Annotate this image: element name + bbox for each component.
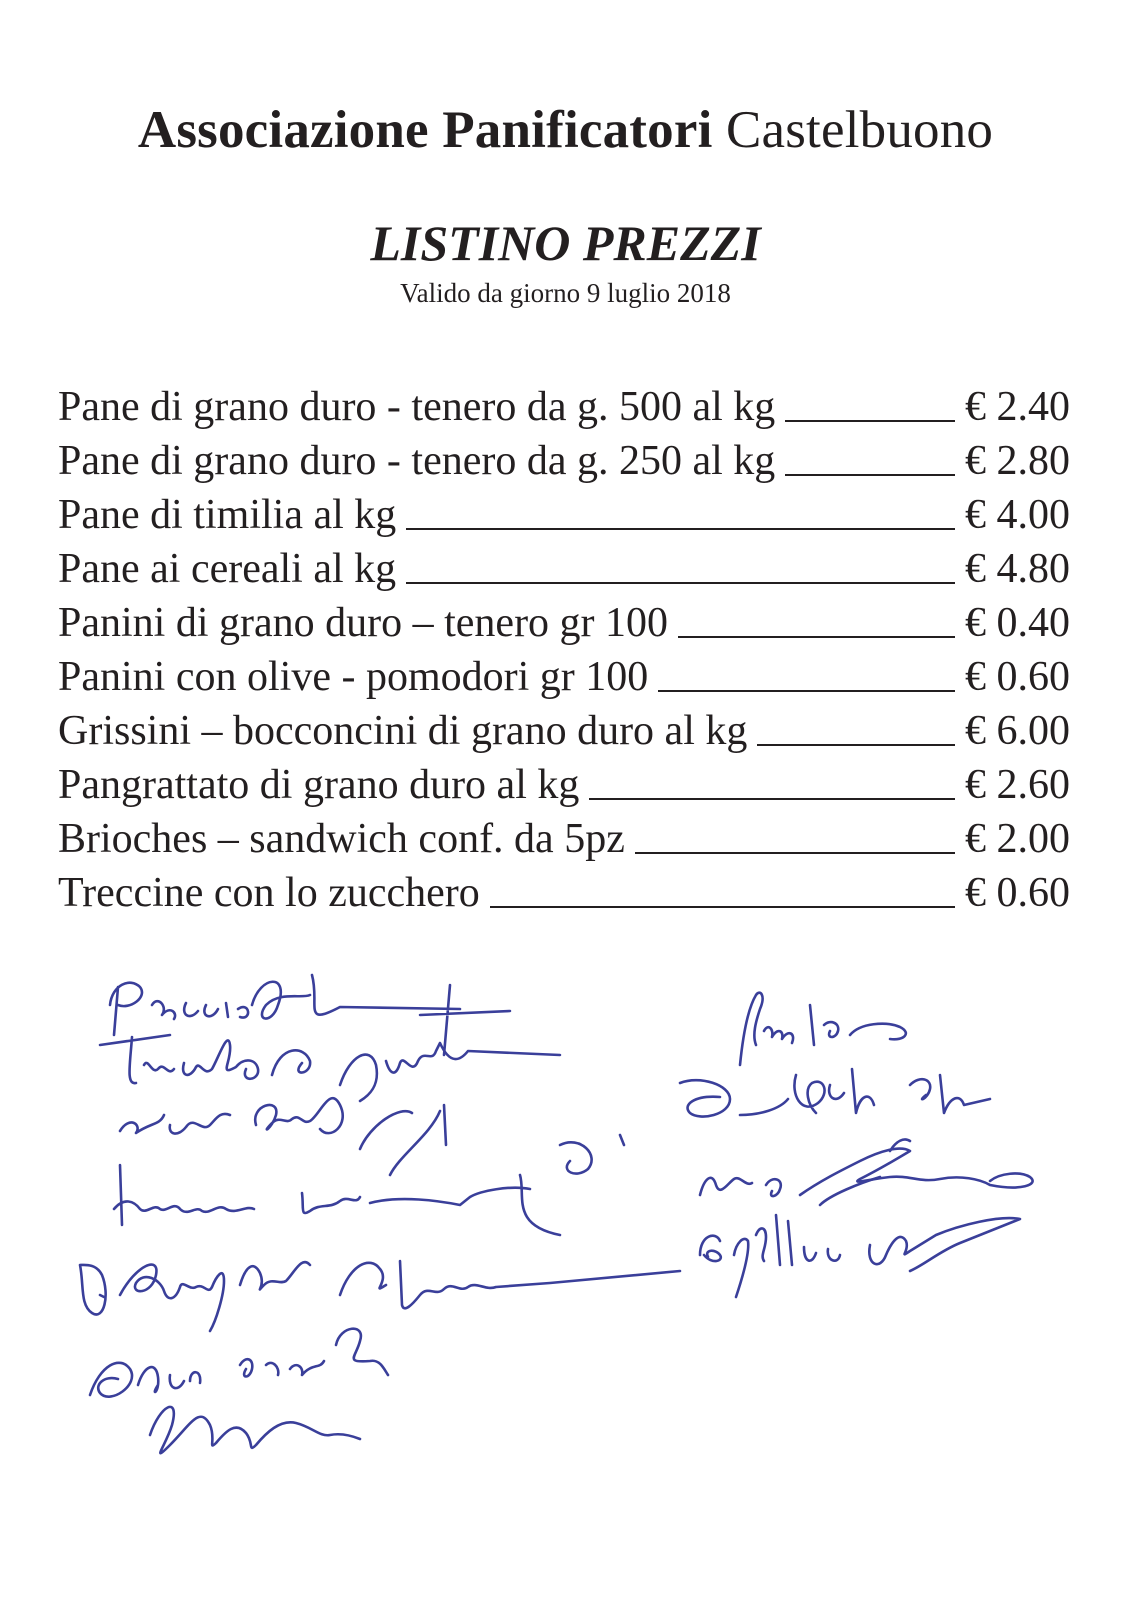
leader-line <box>757 744 955 746</box>
title-association: Associazione Panificatori <box>137 101 713 159</box>
signatures-area <box>40 965 1080 1525</box>
item-name: Brioches – sandwich conf. da 5pz <box>58 816 625 862</box>
document-title <box>0 100 1131 160</box>
item-price: € 2.80 <box>965 438 1070 484</box>
price-row <box>58 812 1070 866</box>
leader-line <box>678 636 955 638</box>
signature-8 <box>680 1069 990 1117</box>
price-row <box>58 380 1070 434</box>
item-name: Panini di grano duro – tenero gr 100 <box>58 600 669 646</box>
handwritten-signatures <box>40 965 1080 1525</box>
price-row <box>58 542 1070 596</box>
price-row <box>58 488 1070 542</box>
price-row <box>58 434 1070 488</box>
leader-line <box>589 798 955 800</box>
price-row <box>58 650 1070 704</box>
validity-date: Valido da giorno 9 luglio 2018 <box>400 278 731 308</box>
item-price: € 0.40 <box>965 600 1070 646</box>
signature-9 <box>700 1139 1033 1205</box>
leader-line <box>406 582 955 584</box>
item-name: Pane di grano duro - tenero da g. 250 al kg <box>58 438 776 484</box>
item-price: € 0.60 <box>965 654 1070 700</box>
signature-3 <box>120 1098 446 1175</box>
price-row <box>58 704 1070 758</box>
item-price: € 2.60 <box>965 762 1070 808</box>
title-town: Castelbuono <box>725 101 994 159</box>
leader-line <box>658 690 955 692</box>
item-name: Pane di timilia al kg <box>58 492 397 538</box>
leader-line <box>406 528 955 530</box>
item-name: Pane ai cereali al kg <box>58 546 397 592</box>
price-row <box>58 866 1070 920</box>
signature-6 <box>90 1329 388 1454</box>
leader-line <box>490 906 955 908</box>
leader-line <box>785 474 955 476</box>
price-list-heading: LISTINO PREZZI <box>370 215 761 271</box>
item-name: Treccine con lo zucchero <box>58 870 480 916</box>
signature-5 <box>80 1261 680 1331</box>
item-price: € 6.00 <box>965 708 1070 754</box>
item-name: Grissini – bocconcini di grano duro al kg <box>58 708 748 754</box>
price-list <box>58 380 1070 920</box>
signature-7 <box>740 993 906 1065</box>
item-price: € 2.40 <box>965 384 1070 430</box>
signature-2 <box>100 1035 560 1101</box>
item-name: Panini con olive - pomodori gr 100 <box>58 654 649 700</box>
item-price: € 0.60 <box>965 870 1070 916</box>
item-name: Pane di grano duro - tenero da g. 500 al kg <box>58 384 776 430</box>
price-row <box>58 758 1070 812</box>
signature-10 <box>700 1215 1020 1297</box>
signature-4 <box>114 1135 624 1235</box>
item-name: Pangrattato di grano duro al kg <box>58 762 580 808</box>
item-price: € 4.00 <box>965 492 1070 538</box>
leader-line <box>785 420 955 422</box>
signature-1 <box>110 975 510 1055</box>
item-price: € 4.80 <box>965 546 1070 592</box>
price-row <box>58 596 1070 650</box>
item-price: € 2.00 <box>965 816 1070 862</box>
leader-line <box>635 852 955 854</box>
